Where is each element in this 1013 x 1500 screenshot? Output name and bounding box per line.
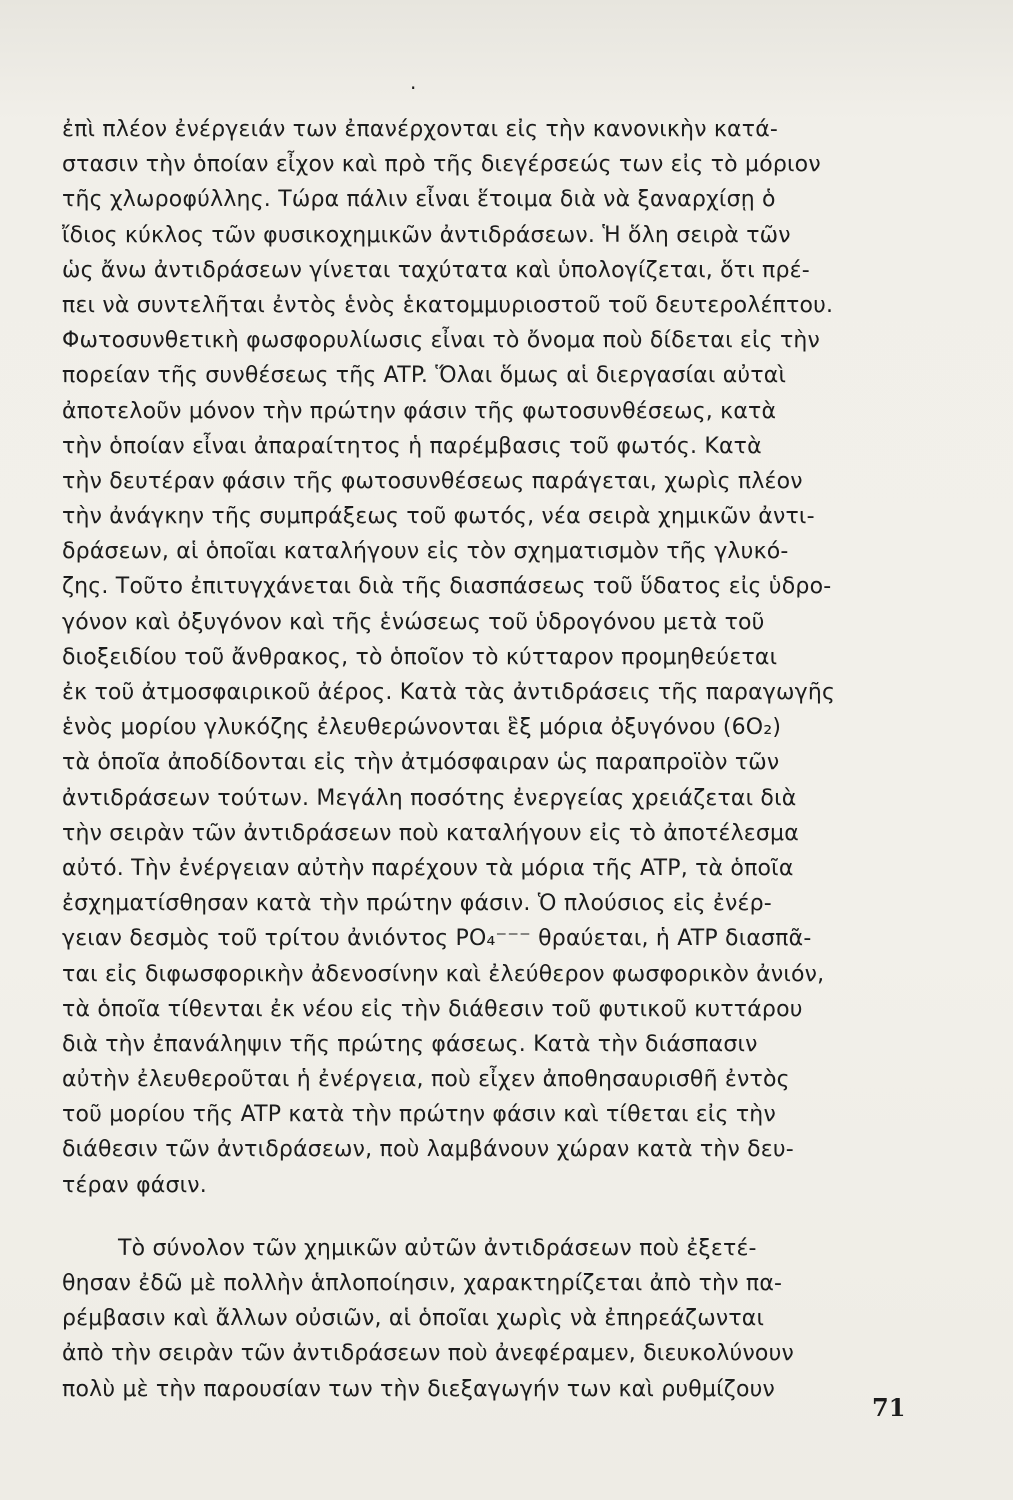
- page-number: 71: [872, 1393, 906, 1422]
- text-line: ἀπὸ τὴν σειρὰν τῶν ἀντιδράσεων ποὺ ἀνεφέραμεν, διευκολύνουν: [62, 1341, 795, 1367]
- text-line: ἑνὸς μορίου γλυκόζης ἐλευθερώνονται ἓξ μόρια ὀξυγόνου (6O₂): [62, 715, 782, 741]
- text-line: τὴν ὁποίαν εἶναι ἀπαραίτητος ἡ παρέμβασις τοῦ φωτός. Κατὰ: [62, 433, 762, 459]
- text-line: Τὸ σύνολον τῶν χημικῶν αὐτῶν ἀντιδράσεων ποὺ ἐξετέ-: [118, 1235, 757, 1261]
- ink-dot: ·: [410, 76, 417, 100]
- text-line: πολὺ μὲ τὴν παρουσίαν των τὴν διεξαγωγήν των καὶ ρυθμίζουν: [62, 1376, 776, 1402]
- text-line: τοῦ μορίου τῆς ATP κατὰ τὴν πρώτην φάσιν καὶ τίθεται εἰς τὴν: [62, 1102, 776, 1128]
- text-line: ἀντιδράσεων τούτων. Μεγάλη ποσότης ἐνεργείας χρειάζεται διὰ: [62, 785, 797, 811]
- text-line: στασιν τὴν ὁποίαν εἶχον καὶ πρὸ τῆς διεγέρσεώς των εἰς τὸ μόριον: [62, 152, 821, 178]
- text-line: Φωτοσυνθετικὴ φωσφορυλίωσις εἶναι τὸ ὄνομα ποὺ δίδεται εἰς τὴν: [62, 328, 821, 354]
- text-line: ἐπὶ πλέον ἐνέργειάν των ἐπανέρχονται εἰς τὴν κανονικὴν κατά-: [62, 117, 779, 142]
- body-text: [62, 112, 910, 1407]
- text-line: γειαν δεσμὸς τοῦ τρίτου ἀνιόντος PO₄⁻⁻⁻ θραύεται, ἡ ATP διασπᾶ-: [62, 926, 812, 952]
- text-line: τὴν δευτέραν φάσιν τῆς φωτοσυνθέσεως παράγεται, χωρὶς πλέον: [62, 468, 803, 494]
- text-line: ἐσχηματίσθησαν κατὰ τὴν πρώτην φάσιν. Ὁ πλούσιος εἰς ἐνέρ-: [62, 891, 772, 917]
- text-line: ἐκ τοῦ ἀτμοσφαιρικοῦ ἀέρος. Κατὰ τὰς ἀντιδράσεις τῆς παραγωγῆς: [62, 680, 836, 705]
- text-line: ὡς ἄνω ἀντιδράσεων γίνεται ταχύτατα καὶ ὑπολογίζεται, ὅτι πρέ-: [62, 257, 810, 283]
- text-line: τὴν ἀνάγκην τῆς συμπράξεως τοῦ φωτός, νέα σειρὰ χημικῶν ἀντι-: [62, 504, 815, 530]
- text-line: τὴν σειρὰν τῶν ἀντιδράσεων ποὺ καταλήγουν εἰς τὸ ἀποτέλεσμα: [62, 820, 799, 846]
- text-line: ἀποτελοῦν μόνον τὴν πρώτην φάσιν τῆς φωτοσυνθέσεως, κατὰ: [62, 398, 777, 424]
- text-line: τῆς χλωροφύλλης. Τώρα πάλιν εἶναι ἕτοιμα διὰ νὰ ξαναρχίσῃ ὁ: [62, 187, 776, 213]
- text-line: πορείαν τῆς συνθέσεως τῆς ATP. Ὅλαι ὅμως αἱ διεργασίαι αὐταὶ: [62, 363, 787, 389]
- text-line: αὐτὴν ἐλευθεροῦται ἡ ἐνέργεια, ποὺ εἶχεν ἀποθησαυρισθῆ ἐντὸς: [62, 1067, 790, 1093]
- text-line: πει νὰ συντελῆται ἐντὸς ἑνὸς ἑκατομμυριοστοῦ τοῦ δευτερολέπτου.: [62, 292, 834, 318]
- text-line: ρέμβασιν καὶ ἄλλων οὐσιῶν, αἱ ὁποῖαι χωρὶς νὰ ἐπηρεάζωνται: [62, 1306, 765, 1332]
- paragraph-gap: [62, 1203, 910, 1231]
- text-line: τὰ ὁποῖα ἀποδίδονται εἰς τὴν ἀτμόσφαιραν ὡς παραπροϊὸν τῶν: [62, 750, 780, 776]
- text-line: ζης. Τοῦτο ἐπιτυγχάνεται διὰ τῆς διασπάσεως τοῦ ὕδατος εἰς ὑδρο-: [62, 574, 832, 600]
- text-line: ται εἰς διφωσφορικὴν ἀδενοσίνην καὶ ἐλεύθερον φωσφορικὸν ἀνιόν,: [62, 961, 825, 987]
- text-line: διὰ τὴν ἐπανάληψιν τῆς πρώτης φάσεως. Κατὰ τὴν διάσπασιν: [62, 1031, 758, 1057]
- text-line: θησαν ἐδῶ μὲ πολλὴν ἁπλοποίησιν, χαρακτηρίζεται ἀπὸ τὴν πα-: [62, 1271, 783, 1296]
- text-line: διοξειδίου τοῦ ἄνθρακος, τὸ ὁποῖον τὸ κύτταρον προμηθεύεται: [62, 644, 778, 670]
- text-line: δράσεων, αἱ ὁποῖαι καταλήγουν εἰς τὸν σχηματισμὸν τῆς γλυκό-: [62, 539, 789, 565]
- text-line: τὰ ὁποῖα τίθενται ἐκ νέου εἰς τὴν διάθεσιν τοῦ φυτικοῦ κυττάρου: [62, 996, 803, 1022]
- text-line: τέραν φάσιν.: [62, 1172, 207, 1198]
- text-line: διάθεσιν τῶν ἀντιδράσεων, ποὺ λαμβάνουν χώραν κατὰ τὴν δευ-: [62, 1137, 794, 1163]
- text-line: αὐτό. Τὴν ἐνέργειαν αὐτὴν παρέχουν τὰ μόρια τῆς ATP, τὰ ὁποῖα: [62, 855, 794, 881]
- text-line: γόνον καὶ ὀξυγόνον καὶ τῆς ἑνώσεως τοῦ ὑδρογόνου μετὰ τοῦ: [62, 609, 765, 635]
- text-line: ἴδιος κύκλος τῶν φυσικοχημικῶν ἀντιδράσεων. Ἡ ὅλη σειρὰ τῶν: [62, 222, 791, 248]
